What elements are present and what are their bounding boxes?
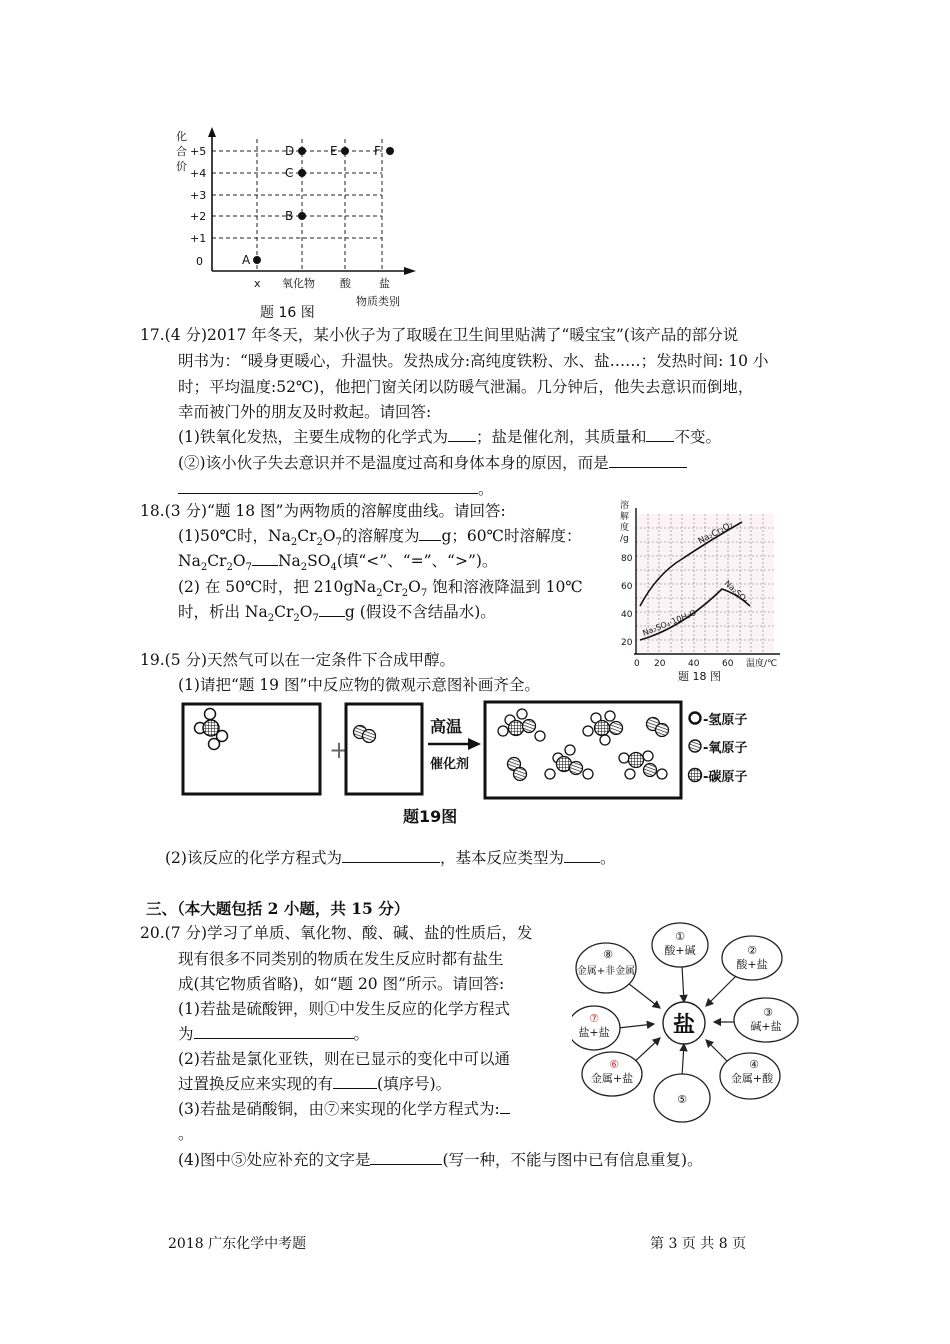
node-num: ⑥ [609,1058,619,1071]
curve-label: Na₂SO₄ [722,578,751,605]
q19-text: 。 [599,849,616,867]
node-num: ④ [749,1058,759,1071]
x-tick: 盐 [379,277,390,290]
x-tick: 20 [654,659,666,669]
q18-text: 的溶解度为 [341,527,420,545]
y-title: 度 [620,523,630,533]
node-num: ① [675,930,685,943]
answer-blank[interactable] [564,848,600,863]
point-a [253,256,261,264]
q20-text: 过置换反应来实现的有 [178,1075,334,1093]
answer-blank[interactable] [500,1099,510,1114]
q20-line-3: 成(其它物质省略)，如“题 20 图”所示。请回答: [178,975,505,993]
q17-line-2: 明书为：“暖身更暖心，升温快。发热成分:高纯度铁粉、水、盐……；发热时间: 10 小 [178,352,769,370]
label-a: A [242,253,251,267]
legend [689,712,748,785]
label-d: D [285,144,295,158]
y-title-0: 化 [176,130,187,143]
y-title: /g [620,534,629,544]
q20-text: (填序号)。 [377,1075,452,1093]
q18-line-1: 18.(3 分)“题 18 图”为两物质的溶解度曲线。请回答: [140,502,506,520]
node-text: 金属+非金属 [576,966,636,977]
answer-blank[interactable] [370,1150,442,1165]
node-text: 金属+盐 [590,1072,634,1085]
y-tick: +3 [190,189,207,202]
q18-text: (1)50℃时，Na [178,527,291,545]
node-num: ⑧ [603,948,613,961]
point-e [341,147,349,155]
q20-line-6: (2)若盐是氯化亚铁，则在已显示的变化中可以通 [178,1050,510,1068]
oxygen-atom-icon [689,740,701,752]
footer-page-number: 第 3 页 共 8 页 [650,1236,747,1252]
node-text: 酸+盐 [736,958,768,971]
q17-line-1: 17.(4 分)2017 年冬天，某小伙子为了取暖在卫生间里贴满了“暖宝宝”(该产品的部分说 [140,326,739,344]
label-e: E [330,144,338,158]
figure-19-caption: 题19图 [403,807,458,826]
q18-text: (填“<”、“=”、“>”)。 [336,552,498,570]
node-text: 碱+盐 [750,1020,782,1033]
y-title-2: 价 [176,160,187,173]
carbon-atom-icon [689,769,702,782]
node-num: ② [747,944,757,957]
legend-label: -氧原子 [703,741,748,756]
product-molecules [498,709,669,781]
q17-sub1-text: ；盐是催化剂，其质量和 [475,428,647,446]
methane-molecule [195,709,228,750]
y-tick: 40 [621,610,633,620]
q17-line-4: 幸而被门外的朋友及时救起。请回答: [178,403,432,421]
x-tick: 酸 [340,277,351,290]
q20-line-1: 20.(7 分)学习了单质、氧化物、酸、碱、盐的性质后，发 [140,924,533,942]
point-f [386,147,394,155]
y-title: 解 [620,512,630,522]
x-title: 温度/℃ [746,659,778,669]
q17-sub-2 [178,452,687,474]
q18-text: 时，析出 Na [178,603,268,621]
point-c [298,169,306,177]
x-tick: 40 [688,659,700,669]
q20-text: (4)图中⑤处应补充的文字是 [178,1151,371,1169]
q17-sub-1 [178,426,721,448]
figure-18 [612,494,792,686]
y-title-1: 合 [176,145,187,158]
arrow-condition-top: 高温 [430,717,463,736]
plus-sign: + [329,736,350,764]
q17-end: 。 [478,480,494,498]
q18-line-4: (2) 在 50℃时，把 $210gNa_2Cr_2O_7$ 饱和溶液降温到 10℃ [178,578,583,600]
q18-line-2: (1)50℃时，$Na_2Cr_2O_7$的溶解度为 g；60℃时溶解度： [178,527,582,549]
q20-line-7 [178,1073,451,1095]
answer-blank[interactable] [319,602,345,617]
node-num: ⑤ [677,1093,687,1106]
q20-text: (3)若盐是硝酸铜，由⑦来实现的化学方程式为: [178,1100,500,1118]
q19-text: (2)该反应的化学方程式为 [165,849,342,867]
q20-text: (写一种，不能与图中已有信息重复)。 [442,1151,703,1169]
center-salt-label: 盐 [673,1013,696,1038]
x-tick: 0 [634,659,640,669]
q17-sub1-text: 不变。 [674,428,721,446]
y-tick: +4 [190,167,207,180]
y-tick: 0 [196,255,203,268]
x-axis-title: 物质类别 [356,295,400,308]
q18-text: g (假设不含结晶水)。 [344,603,496,621]
answer-blank[interactable] [448,427,476,442]
answer-blank[interactable] [646,427,674,442]
q20-text: 为 [178,1025,194,1043]
figure-20 [572,916,808,1130]
answer-blank[interactable] [333,1074,377,1089]
y-tick: 60 [621,582,633,592]
q20-text: 。 [353,1025,370,1043]
y-tick: +5 [190,145,207,158]
point-b [298,212,306,220]
answer-blank[interactable] [252,551,278,566]
legend-label: -氢原子 [703,713,748,728]
q20-line-2: 现有很多不同类别的物质在发生反应时都有盐生 [178,950,504,968]
label-c: C [285,166,294,180]
label-f: F [374,144,381,158]
q19-line-1: 19.(5 分)天然气可以在一定条件下合成甲醇。 [140,651,456,669]
figure-16-caption: 题 16 图 [260,305,315,321]
curve-label: Na₂Cr₂O₇ [696,520,735,547]
curve-label: Na₂SO₄·10H₂O [641,608,698,638]
node-num: ③ [763,1006,773,1019]
product-box [485,702,681,798]
node-text: 金属+酸 [730,1072,774,1085]
q20-line-5 [178,1023,369,1045]
answer-blank[interactable] [342,848,440,863]
q20-line-9: 。 [178,1125,194,1143]
q17-sub1-text: (1)铁氧化发热，主要生成物的化学式为 [178,428,448,446]
x-tick: 氧化物 [282,277,315,290]
arrow-condition-bottom: 催化剂 [430,757,470,772]
reactant-box-2[interactable] [346,704,422,794]
answer-blank[interactable] [419,526,441,541]
q19-line-2: (1)请把“题 19 图”中反应物的微观示意图补画齐全。 [178,676,540,694]
x-tick: x [254,277,261,290]
y-title: 溶 [620,501,630,511]
x-tick: 60 [722,659,734,669]
figure-19 [178,698,778,830]
y-tick: +1 [190,232,207,245]
q18-line-3: $Na_2Cr_2O_7$ $Na_2SO_4$(填“<”、“=”、“>”)。 [178,552,498,574]
figure-16 [170,125,430,325]
hydrogen-atom-icon [690,713,701,724]
q18-line-5: 时，析出 $Na_2Cr_2O_7$ g (假设不含结晶水)。 [178,603,496,625]
oxygen-molecule [354,726,376,743]
figure-18-caption: 题 18 图 [678,670,721,683]
node-num: ⑦ [589,1012,599,1025]
section-3-heading: 三、（本大题包括 2 小题，共 15 分） [146,899,410,918]
q19-sub-2 [165,847,616,869]
node-text: 酸+碱 [664,944,696,957]
answer-blank[interactable] [178,479,478,494]
q17-sub2-text: (②)该小伙子失去意识并不是温度过高和身体本身的原因，而是 [178,454,609,472]
y-tick: +2 [190,210,207,223]
q17-sub-2-cont [178,478,494,500]
q20-line-10 [178,1149,703,1171]
label-b: B [285,209,294,223]
q19-text: ，基本反应类型为 [439,849,564,867]
answer-blank[interactable] [609,453,687,468]
q18-text: g；60℃时溶解度： [441,527,582,545]
q20-line-8 [178,1098,510,1120]
q18-text: 饱和溶液降温到 10℃ [432,578,583,596]
reactant-box-1[interactable] [183,704,320,794]
y-tick: 20 [621,638,633,648]
q17-line-3: 时；平均温度:52℃)，他把门窗关闭以防暖气泄漏。几分钟后，他失去意识而倒地， [178,378,754,396]
legend-label: -碳原子 [703,770,748,785]
q18-text: (2) 在 50℃时，把 210gNa [178,578,377,596]
footer-left: 2018 广东化学中考题 [168,1236,307,1252]
q20-line-4: (1)若盐是硫酸钾，则①中发生反应的化学方程式 [178,1000,510,1018]
node-text: 盐+盐 [578,1026,610,1039]
answer-blank[interactable] [194,1024,354,1039]
point-d [298,147,306,155]
y-tick: 80 [621,554,633,564]
